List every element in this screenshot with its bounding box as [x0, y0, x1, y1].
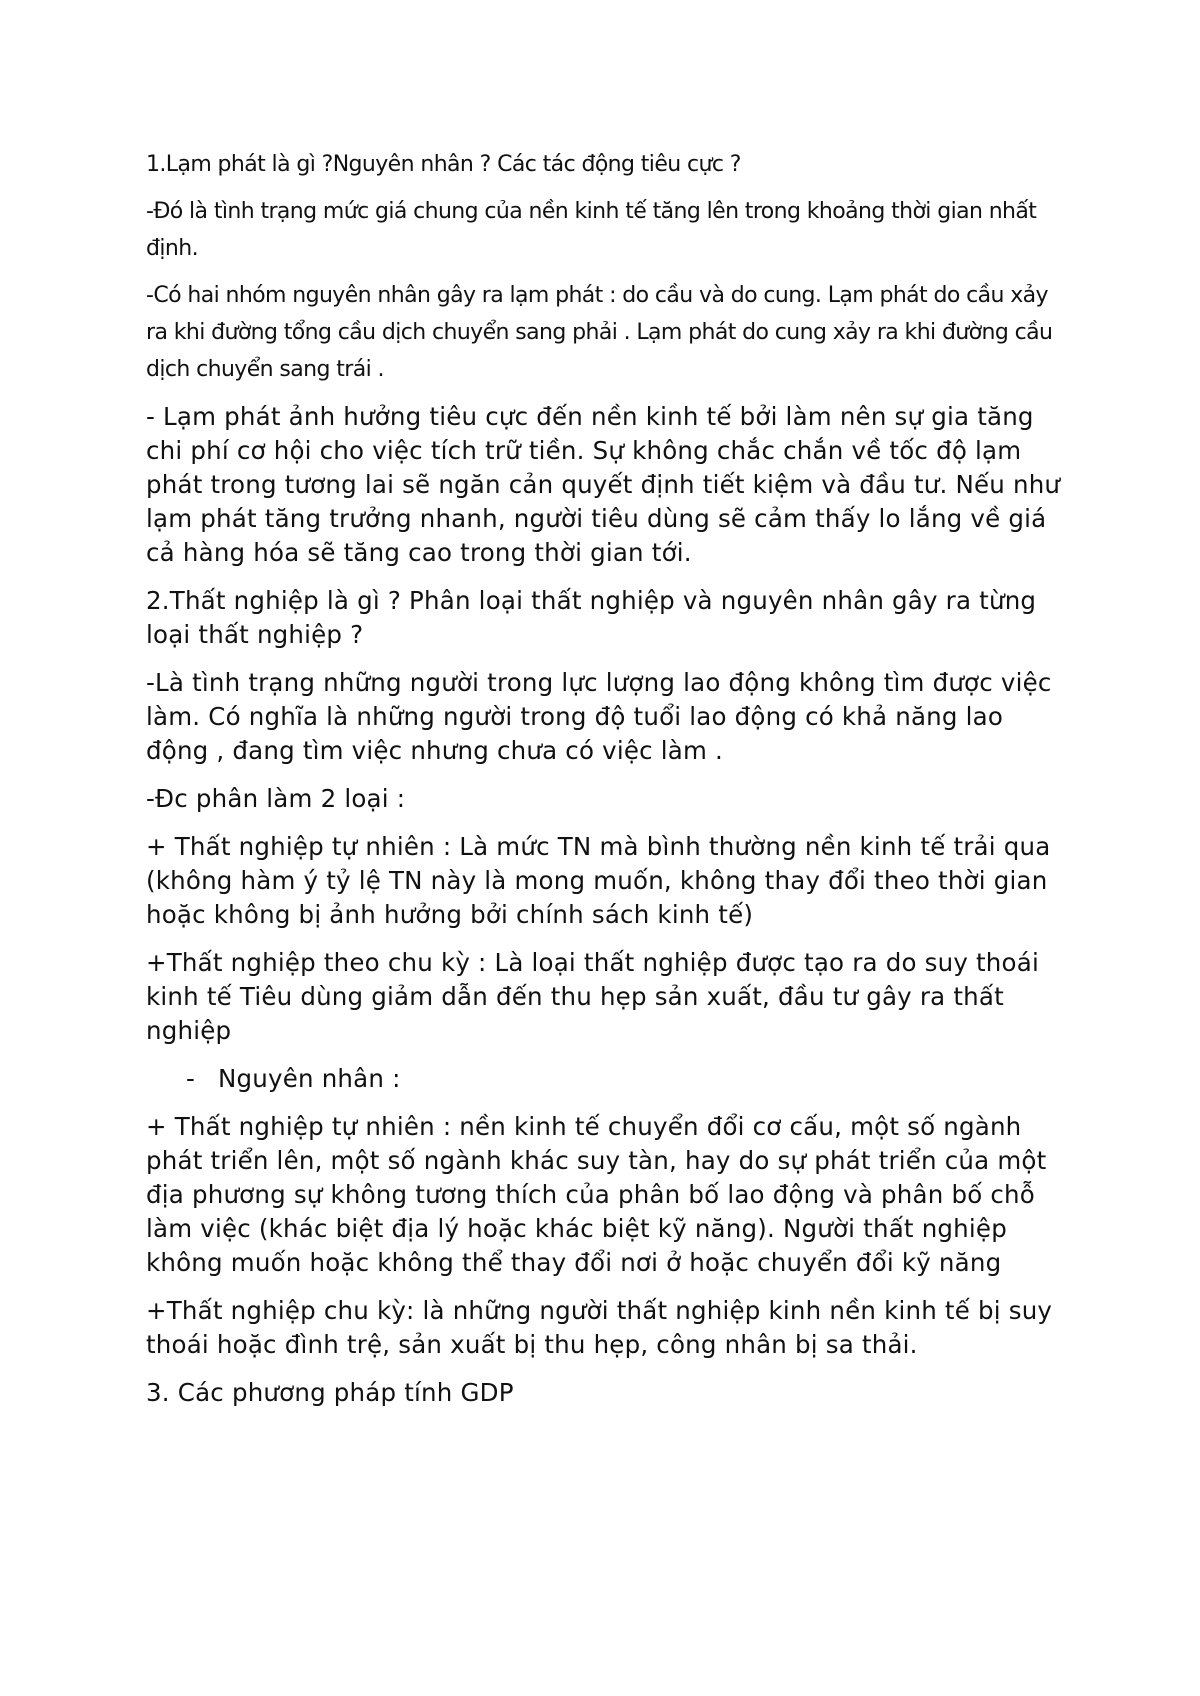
inflation-negative-effects: - Lạm phát ảnh hưởng tiêu cực đến nền kinh tế bởi làm nên sự gia tăng chi phí cơ hội cho việc tích trữ tiền. Sự không chắc chắn về tốc độ lạm phát trong tương lai sẽ ngăn cản quyết định tiết kiệm và đầu tư. Nếu như lạm phát tăng trưởng nhanh, người tiêu dùng sẽ cảm thấy lo lắng về giá cả hàng hóa sẽ tăng cao trong thời gian tới. — [146, 402, 1061, 567]
inflation-definition: -Đó là tình trạng mức giá chung của nền kinh tế tăng lên trong khoảng thời gian nhất định. — [146, 199, 1037, 261]
question-2-heading: 2.Thất nghiệp là gì ? Phân loại thất nghiệp và nguyên nhân gây ra từng loại thất nghiệp ? — [146, 586, 1037, 649]
unemployment-types-intro: -Đc phân làm 2 loại : — [146, 784, 406, 813]
bullet-dash: - — [186, 1064, 196, 1093]
causes-label: Nguyên nhân : — [218, 1064, 401, 1093]
question-3-heading: 3. Các phương pháp tính GDP — [146, 1378, 514, 1407]
question-1-heading: 1.Lạm phát là gì ?Nguyên nhân ? Các tác động tiêu cực ? — [146, 152, 741, 177]
causes-bullet — [146, 1062, 1138, 1096]
inflation-causes: -Có hai nhóm nguyên nhân gây ra lạm phát : do cầu và do cung. Lạm phát do cầu xảy ra khi đường tổng cầu dịch chuyển sang phải . Lạm phát do cung xảy ra khi đường cầu dịch chuyển sang trái . — [146, 283, 1053, 382]
natural-unemployment-causes: + Thất nghiệp tự nhiên : nền kinh tế chuyển đổi cơ cấu, một số ngành phát triển lên, một số ngành khác suy tàn, hay do sự phát triển của một địa phương sự không tương thích của phân bố lao động và phân bố chỗ làm việc (khác biệt địa lý hoặc khác biệt kỹ năng). Người thất nghiệp không muốn hoặc không thể thay đổi nơi ở hoặc chuyển đổi kỹ năng — [146, 1112, 1047, 1277]
natural-unemployment-definition: + Thất nghiệp tự nhiên : Là mức TN mà bình thường nền kinh tế trải qua (không hàm ý tỷ lệ TN này là mong muốn, không thay đổi theo thời gian hoặc không bị ảnh hưởng bởi chính sách kinh tế) — [146, 832, 1051, 929]
cyclical-unemployment-definition: +Thất nghiệp theo chu kỳ : Là loại thất nghiệp được tạo ra do suy thoái kinh tế Tiêu dùng giảm dẫn đến thu hẹp sản xuất, đầu tư gây ra thất nghiệp — [146, 948, 1039, 1045]
document-body — [146, 146, 1066, 1410]
cyclical-unemployment-causes: +Thất nghiệp chu kỳ: là những người thất nghiệp kinh nền kinh tế bị suy thoái hoặc đình trệ, sản xuất bị thu hẹp, công nhân bị sa thải. — [146, 1296, 1053, 1359]
unemployment-definition: -Là tình trạng những người trong lực lượng lao động không tìm được việc làm. Có nghĩa là những người trong độ tuổi lao động có khả năng lao động , đang tìm việc nhưng chưa có việc làm . — [146, 668, 1052, 765]
